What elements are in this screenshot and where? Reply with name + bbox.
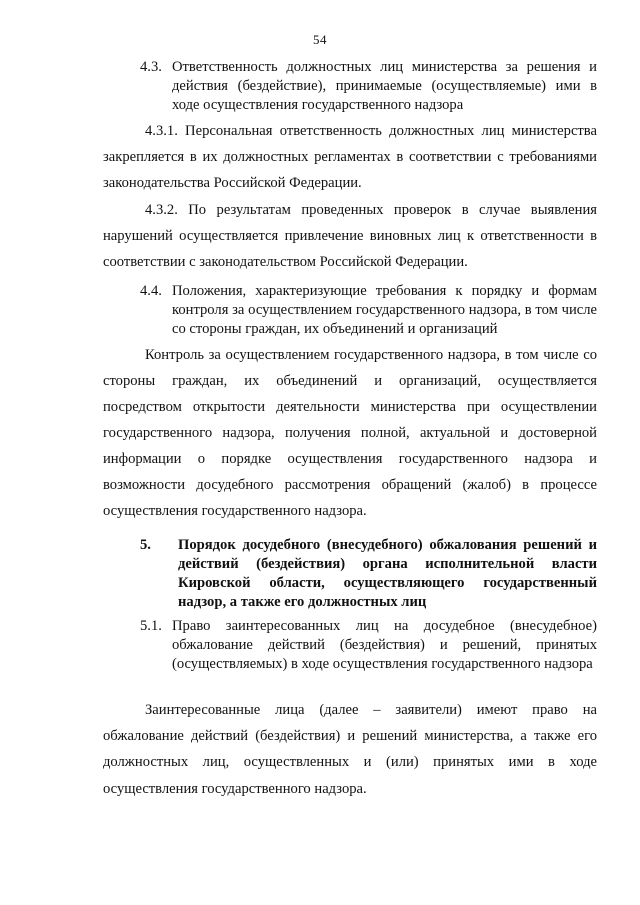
paragraph-4-3-2 [103,197,597,276]
paragraph-text: Заинтересованные лица (далее – заявители) имеют право на обжалование действий (бездействия) и решений министерства, а также его должностных лиц, осуществленных и (или) принятых ими в ходе осуществления государственного надзора. [103,702,597,797]
heading-5-1 [103,617,597,674]
heading-text: Порядок досудебного (внесудебного) обжалования решений и действий (бездействия) органа исполнительной власти Кировской области, осуществляющего государственный надзор, а также его должностных лиц [178,537,597,610]
heading-4-3 [103,58,597,115]
heading-text: Право заинтересованных лиц на досудебное (внесудебное) обжалование действий (бездействия) и решений, принятых (осуществляемых) в ходе осуществления государственного надзора [172,618,597,672]
paragraph-text: 4.3.2. По результатам проведенных проверок в случае выявления нарушений осуществляется привлечение виновных лиц к ответственности в соответствии с законодательством Российской Федерации. [103,202,597,271]
heading-number: 5.1. [140,618,162,634]
heading-4-4 [103,282,597,339]
paragraph-5-1 [103,697,597,802]
heading-number: 5. [140,537,151,553]
page-number: 54 [313,32,327,47]
paragraph-4-3-1 [103,118,597,197]
paragraph-4-4 [103,342,597,524]
heading-text: Ответственность должностных лиц министерства за решения и действия (бездействие), принимаемые (осуществляемые) ими в ходе осуществления государственного надзора [172,59,597,113]
paragraph-text: Контроль за осуществлением государственного надзора, в том числе со стороны граждан, их объединений и организаций, осуществляется посредством открытости деятельности министерства при осуществлении государственного надзора, получения полной, актуальной и достоверной информации о порядке осуществления государственного надзора и возможности досудебного рассмотрения обращений (жалоб) в процессе осуществления государственного надзора. [103,347,597,519]
heading-5 [103,536,597,612]
paragraph-text: 4.3.1. Персональная ответственность должностных лиц министерства закрепляется в их должностных регламентах в соответствии с требованиями законодательства Российской Федерации. [103,123,597,192]
heading-text: Положения, характеризующие требования к порядку и формам контроля за осуществлением государственного надзора, в том числе со стороны граждан, их объединений и организаций [172,283,597,337]
heading-number: 4.4. [140,283,162,299]
heading-number: 4.3. [140,59,162,75]
